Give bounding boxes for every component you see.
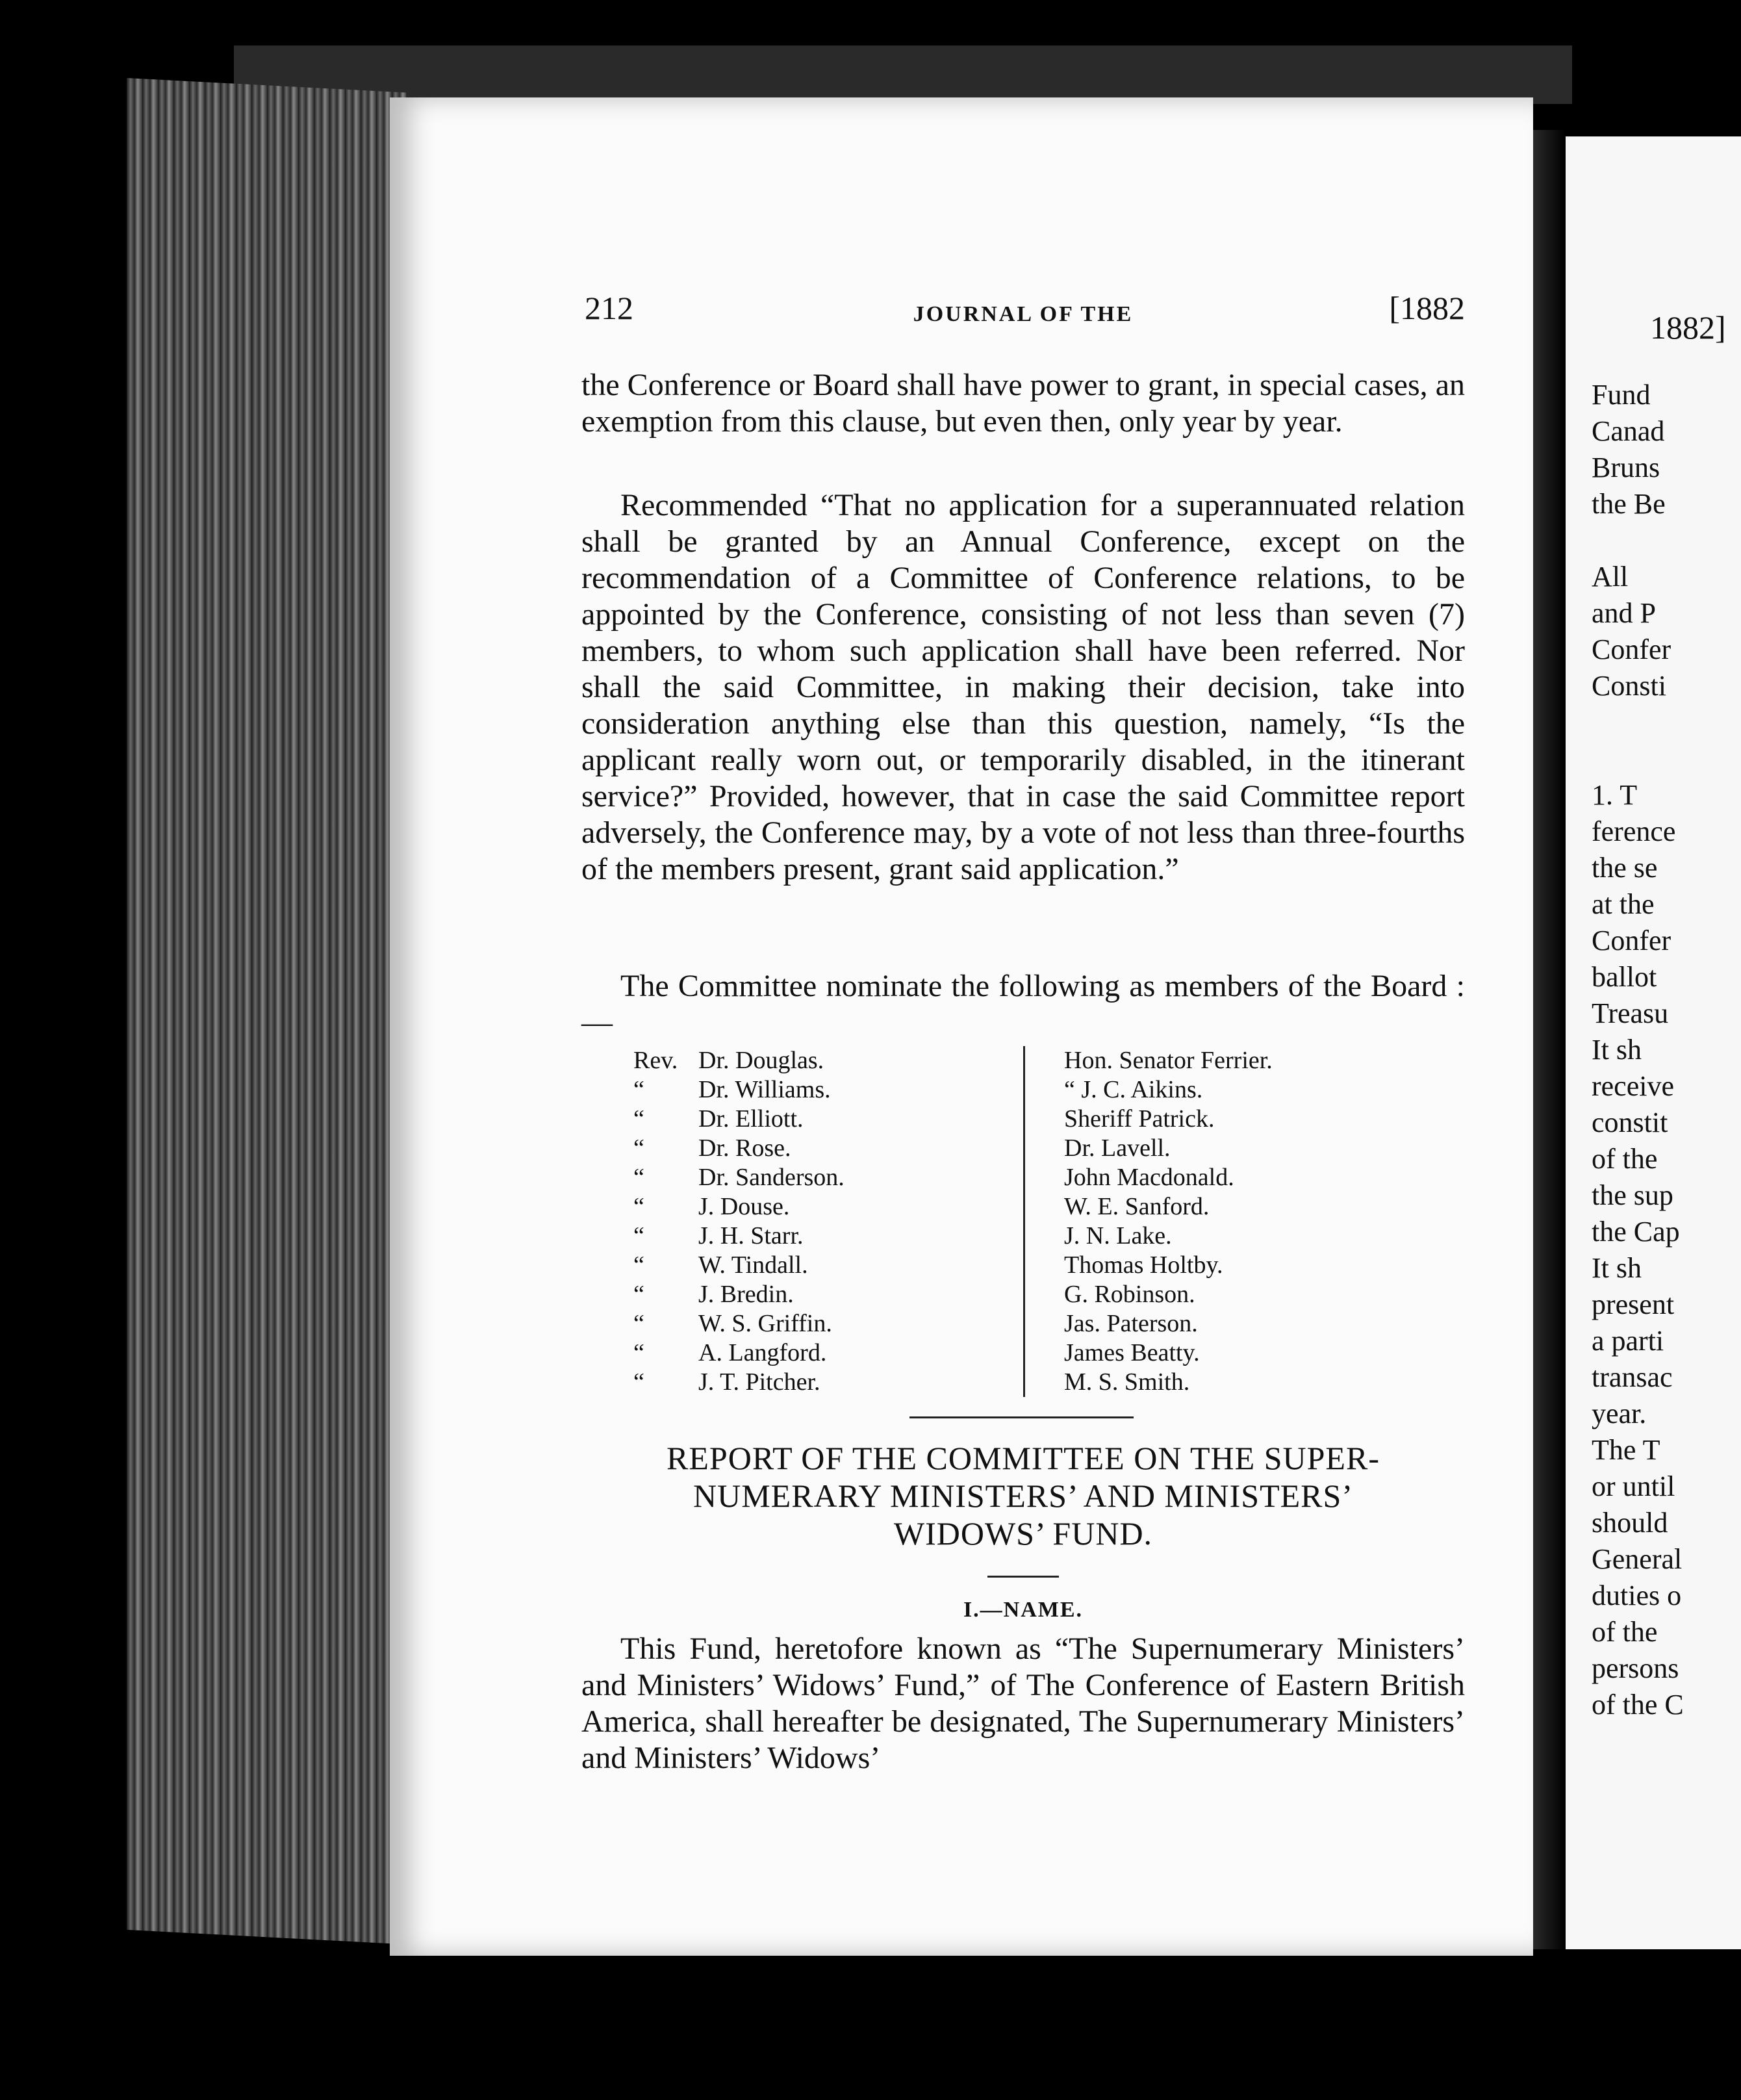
right-page-line: at the <box>1592 888 1655 920</box>
header-year: [1882 <box>1389 290 1465 326</box>
section-heading: I.—NAME. <box>963 1598 1084 1622</box>
member-name: Dr. Rose. <box>698 1134 791 1162</box>
member-prefix: “ <box>633 1339 644 1366</box>
board-member-entry <box>633 1134 997 1163</box>
right-page-line: present <box>1592 1288 1675 1320</box>
right-page-line: Canad <box>1592 415 1665 447</box>
board-member-entry <box>633 1338 997 1368</box>
report-heading: REPORT OF THE COMMITTEE ON THE SUPER- NUMERARY MINISTERS’ AND MINISTERS’ WIDOWS’ FUND. <box>667 1440 1380 1552</box>
board-member-entry <box>633 1192 997 1222</box>
board-member-entry <box>633 1046 997 1075</box>
member-prefix: “ <box>633 1251 644 1279</box>
right-page-line: ference <box>1592 815 1676 847</box>
member-name: W. S. Griffin. <box>698 1310 832 1337</box>
board-member-entry <box>633 1163 997 1192</box>
section-divider <box>909 1416 1134 1418</box>
right-page-line: a parti <box>1592 1325 1664 1357</box>
member-name: W. Tindall. <box>698 1251 808 1279</box>
member-prefix: “ <box>633 1222 644 1249</box>
board-member-entry <box>633 1280 997 1309</box>
paragraph-3: The Committee nominate the following as members of the Board :— <box>581 969 1465 1040</box>
board-member-entry: Jas. Paterson. <box>1064 1310 1198 1337</box>
member-prefix: “ <box>633 1164 644 1191</box>
right-page-line: Confer <box>1592 925 1671 956</box>
board-member-entry: J. N. Lake. <box>1064 1222 1172 1249</box>
heading-divider <box>987 1576 1059 1578</box>
board-member-entry: John Macdonald. <box>1064 1164 1234 1191</box>
book-page-edges <box>127 78 406 1945</box>
page-number: 212 <box>585 290 633 326</box>
right-page-line: or until <box>1592 1470 1675 1502</box>
right-page-line: General <box>1592 1543 1683 1575</box>
board-member-entry: James Beatty. <box>1064 1339 1200 1366</box>
board-member-entry: W. E. Sanford. <box>1064 1193 1210 1220</box>
running-header <box>581 289 1465 335</box>
board-members-right-column <box>1023 1046 1376 1397</box>
right-page-line: of the <box>1592 1616 1658 1648</box>
board-member-entry: Thomas Holtby. <box>1064 1251 1223 1279</box>
running-title: JOURNAL OF THE <box>913 302 1134 326</box>
book-gutter <box>1533 130 1566 1949</box>
member-name: J. T. Pitcher. <box>698 1368 820 1396</box>
board-member-entry <box>633 1222 997 1251</box>
member-prefix: “ <box>633 1105 644 1133</box>
member-name: J. Bredin. <box>698 1281 794 1308</box>
right-page-line: Treasu <box>1592 997 1669 1029</box>
right-page-line: Confer <box>1592 634 1671 665</box>
right-page-line: It sh <box>1592 1034 1642 1066</box>
final-paragraph: This Fund, heretofore known as “The Supernumerary Ministers’ and Ministers’ Widows’ Fund,” of The Conference of Eastern British America, shall hereafter be designated, The Supernumerary Ministers’ and Ministers’ Widows’ <box>581 1632 1465 1775</box>
right-page-line: constit <box>1592 1107 1668 1138</box>
member-name: Dr. Douglas. <box>698 1047 824 1074</box>
right-page-line: Fund <box>1592 379 1651 411</box>
board-member-entry: Sheriff Patrick. <box>1064 1105 1215 1133</box>
right-page-line: persons <box>1592 1652 1679 1684</box>
member-name: J. Douse. <box>698 1193 790 1220</box>
right-page-line: the se <box>1592 852 1658 884</box>
right-page-line: ballot <box>1592 961 1657 993</box>
board-member-entry: Hon. Senator Ferrier. <box>1064 1047 1273 1074</box>
member-prefix: “ <box>633 1281 644 1308</box>
right-page-line: Consti <box>1592 670 1666 702</box>
right-page-line: All <box>1592 561 1629 593</box>
right-page-line: year. <box>1592 1398 1647 1429</box>
member-prefix: “ <box>633 1368 644 1396</box>
right-page-line: the Be <box>1592 488 1666 520</box>
board-member-entry: “ J. C. Aikins. <box>1064 1076 1203 1103</box>
board-member-entry <box>633 1309 997 1338</box>
right-page-line: and P <box>1592 597 1656 629</box>
member-prefix: “ <box>633 1076 644 1103</box>
paragraph-2: Recommended “That no application for a superannuated relation shall be granted by an Annual Conference, except on the recommendation of a Committee of Conference relations, to be appointed by the Conference, consisting of not less than seven (7) members, to whom such application shall have been referred. Nor shall the said Committee, in making their decision, take into consideration anything else than this question, namely, “Is the applicant really worn out, or temporarily disabled, in the itinerant service?” Provided, however, that in case the said Committee report adversely, the Conference may, by a vote of not less than three-fourths of the members present, grant said application.” <box>581 488 1465 886</box>
right-page-line: It sh <box>1592 1252 1642 1284</box>
right-page-line: should <box>1592 1507 1668 1539</box>
member-name: J. H. Starr. <box>698 1222 804 1249</box>
board-member-entry <box>633 1075 997 1105</box>
member-name: Dr. Elliott. <box>698 1105 804 1133</box>
right-page-line: the Cap <box>1592 1216 1680 1248</box>
right-page-line: of the C <box>1592 1689 1684 1721</box>
book-top-edge <box>234 45 1572 104</box>
right-page-line: the sup <box>1592 1179 1673 1211</box>
member-name: Dr. Sanderson. <box>698 1164 845 1191</box>
board-member-entry: Dr. Lavell. <box>1064 1134 1171 1162</box>
member-name: Dr. Williams. <box>698 1076 831 1103</box>
member-prefix: “ <box>633 1134 644 1162</box>
right-page-header-year: 1882] <box>1650 309 1726 346</box>
member-prefix: “ <box>633 1193 644 1220</box>
right-page-line: of the <box>1592 1143 1658 1175</box>
board-member-entry <box>633 1251 997 1280</box>
board-member-entry: M. S. Smith. <box>1064 1368 1190 1396</box>
right-page-line: Bruns <box>1592 452 1660 483</box>
right-page-line: receive <box>1592 1070 1674 1102</box>
right-page <box>1566 136 1741 1949</box>
paragraph-1: the Conference or Board shall have power to grant, in special cases, an exemption from this clause, but even then, only year by year. <box>581 368 1465 439</box>
right-page-line: 1. T <box>1592 779 1638 811</box>
board-member-entry: G. Robinson. <box>1064 1281 1195 1308</box>
board-member-entry <box>633 1105 997 1134</box>
board-members-left-column <box>633 1046 997 1397</box>
right-page-line: The T <box>1592 1434 1660 1466</box>
board-member-entry <box>633 1368 997 1397</box>
member-prefix: “ <box>633 1310 644 1337</box>
right-page-line: transac <box>1592 1361 1673 1393</box>
member-name: A. Langford. <box>698 1339 827 1366</box>
member-prefix: Rev. <box>633 1047 678 1074</box>
right-page-line: duties o <box>1592 1580 1682 1611</box>
